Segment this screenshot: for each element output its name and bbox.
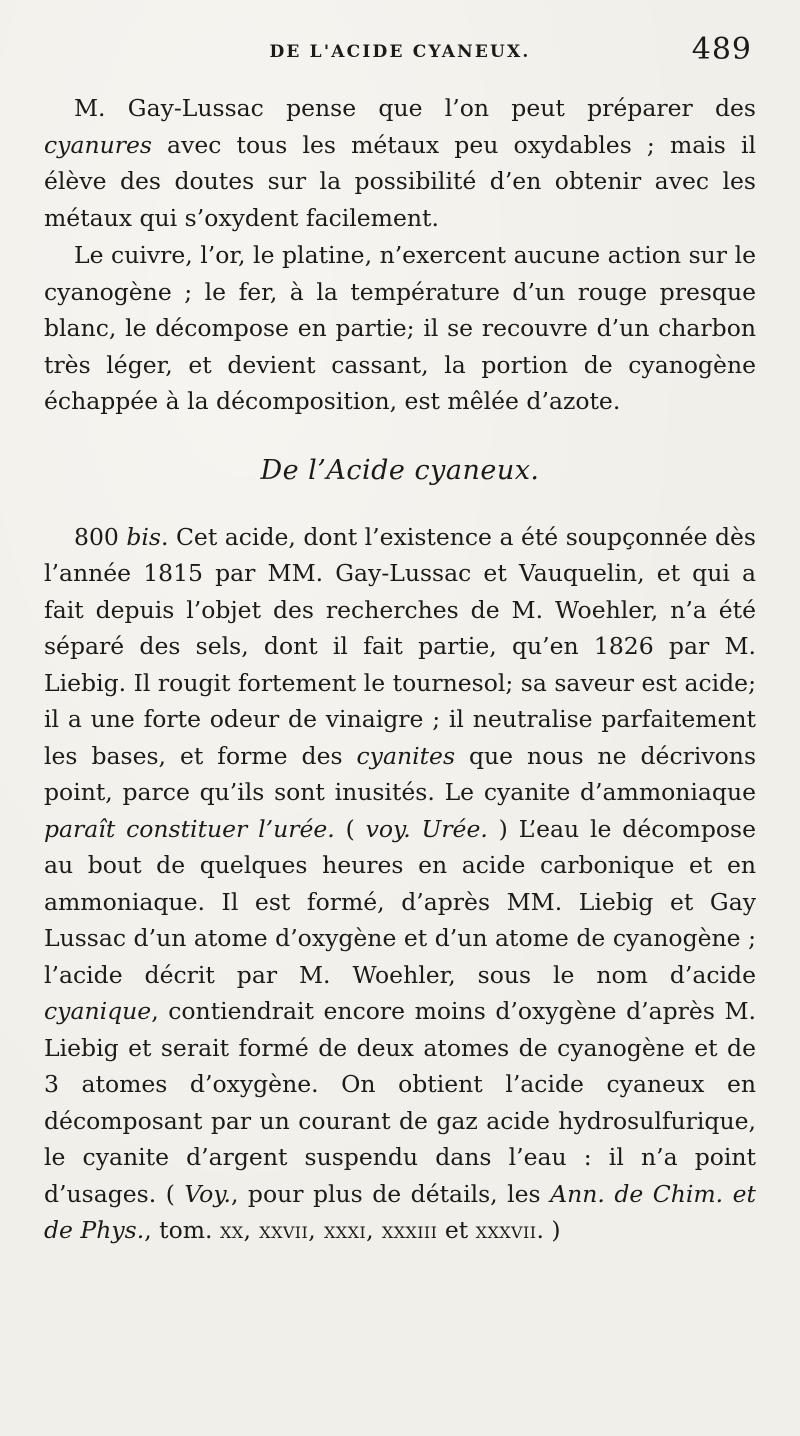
text-run: que nous ne décrivons point, parce qu’ils sont inusités. Le cyanite d’ammoniaque (44, 741, 756, 806)
paragraph-gay-lussac-cyanures (44, 90, 756, 236)
volume-numbers: xx, xxvii, xxxi, xxxiii (219, 1216, 438, 1244)
paragraph-metals-cyanogene: Le cuivre, l’or, le platine, n’exercent aucune action sur le cyanogène ; le fer, à la température d’un rouge presque blanc, le décompose en partie; il se recouvre d’un charbon très léger, et devient cassant, la portion de cyanogène échappée à la décomposition, est mêlée d’azote. (44, 241, 756, 415)
text-run: , pour plus de détails, les (230, 1179, 551, 1208)
cross-reference-uree: voy. Urée. (365, 814, 488, 843)
text-run: , contiendrait encore moins d’oxygène d’après M. Liebig et serait formé de deux atomes de cyanogène et de 3 atomes d’oxygène. On obtient l’acide cyaneux en décomposant par un courant de gaz acide hydrosulfurique, le cyanite d’argent suspendu dans l’eau : il n’a point d’usages. ( (44, 997, 756, 1208)
section-title: De l’Acide cyaneux. (260, 454, 540, 486)
text-run: . ) (536, 1216, 561, 1244)
main-text (44, 90, 756, 1249)
paragraph-800-bis (44, 519, 756, 1249)
paragraph-number: 800 (74, 522, 127, 551)
page-header (44, 0, 756, 90)
volume-number-last: xxxvii (475, 1216, 537, 1244)
page-number: 489 (691, 32, 752, 67)
text-run: ( (334, 814, 366, 843)
cross-reference-voy: Voy. (184, 1179, 231, 1208)
text-run: , tom. (144, 1216, 220, 1244)
text-run: . Cet acide, dont l’existence a été soupçonnée dès l’année 1815 par MM. Gay-Lussac et Vauquelin, et qui a fait depuis l’objet des recherches de M. Woehler, n’a été séparé des sels, dont il fait partie, qu’en 1826 par M. Liebig. Il rougit fortement le tournesol; sa saveur est acide; il a une forte odeur de vinaigre ; il neutralise parfaitement les bases, et forme des (44, 522, 756, 770)
italic-phrase-uree: paraît constituer l’urée. (44, 814, 335, 843)
text-run: et (437, 1216, 476, 1244)
journal-reference: Ann. de Chim. et de Phys. (44, 1179, 756, 1244)
text-run: ) L’eau le décompose au bout de quelques heures en acide carbonique et en ammoniaque. Il est formé, d’après MM. Liebig et Gay Lussac d’un atome d’oxygène et d’un atome de cyanogène ; l’acide décrit par M. Woehler, sous le nom d’acide (44, 814, 756, 989)
text-run: avec tous les métaux peu oxydables ; mais il élève des doutes sur la possibilité d’en obtenir avec les métaux qui s’oxydent facilement. (44, 130, 756, 232)
running-title: DE L'ACIDE CYANEUX. (269, 42, 531, 62)
italic-term-cyanique: cyanique (44, 997, 152, 1025)
paragraph-number-bis: bis (126, 522, 161, 551)
text-run: M. Gay-Lussac pense que l’on peut préparer des (74, 94, 756, 122)
section-body (44, 519, 756, 1249)
italic-term-cyanites: cyanites (356, 741, 456, 770)
italic-term-cyanures: cyanures (44, 130, 152, 159)
